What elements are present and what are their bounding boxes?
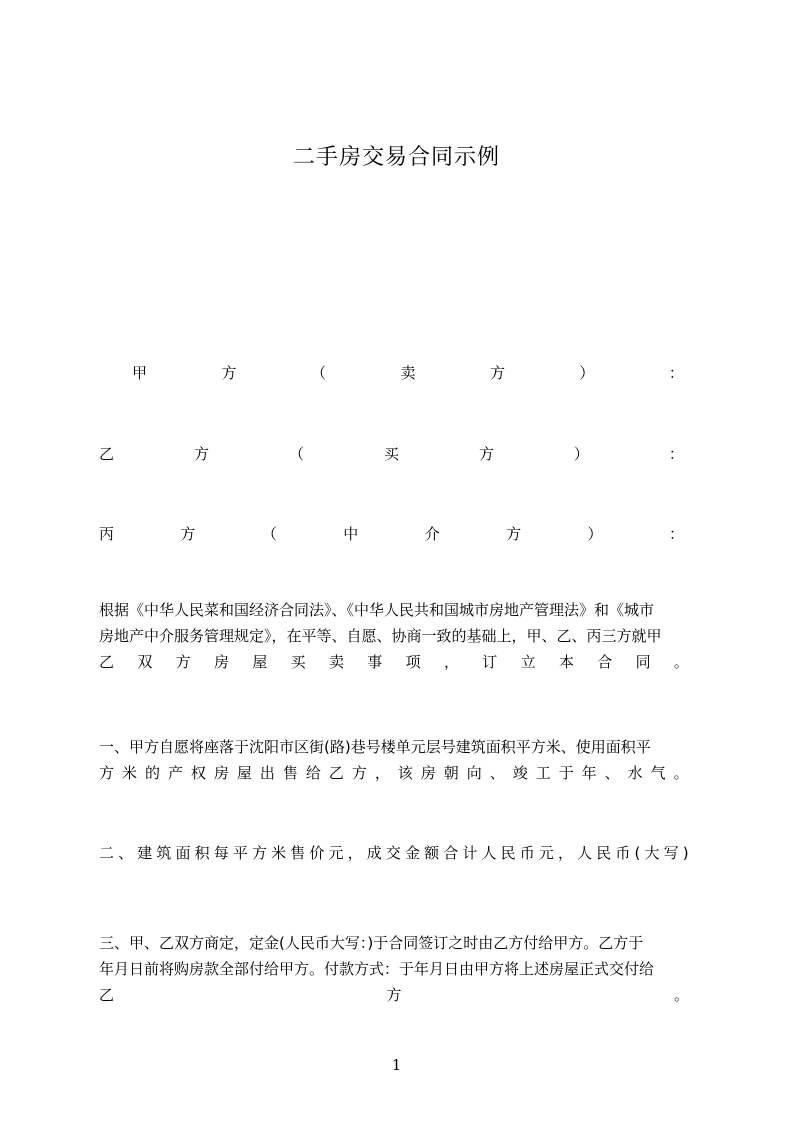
preamble-paragraph	[99, 597, 689, 675]
party-a-char: 方	[489, 364, 505, 382]
clause-1-line-2	[99, 760, 689, 786]
text-char: 合	[443, 844, 459, 862]
preamble-line-1: 根据《中华人民菜和国经济合同法》、《中华人民共和国城市房地产管理法》和《城市	[99, 601, 655, 619]
text-char: 方	[386, 986, 402, 1004]
text-char: ，	[374, 764, 390, 782]
text-char: 立	[520, 653, 536, 671]
text-char: 人	[577, 844, 593, 862]
text-char: 写	[663, 844, 679, 862]
text-char: 气	[650, 764, 666, 782]
party-a-char: ）	[579, 364, 595, 382]
clause-2-paragraph	[99, 840, 689, 866]
text-char: 金	[405, 844, 421, 862]
text-char: 筑	[156, 844, 172, 862]
clause-3-line-1: 三、甲、乙双方商定，定金(人民币大写：)于合同签订之时由乙方付给甲方。乙方于	[99, 934, 644, 952]
text-char: 每	[213, 844, 229, 862]
party-c-char: 方	[506, 525, 522, 543]
text-char: 项	[405, 653, 421, 671]
text-char: 币	[519, 844, 535, 862]
text-char: 。	[673, 764, 689, 782]
text-char: ，	[443, 653, 459, 671]
text-char: 、	[604, 764, 620, 782]
party-b-char: 买	[383, 445, 399, 463]
party-c-char: 中	[343, 525, 359, 543]
text-char: 面	[175, 844, 191, 862]
preamble-line-3	[99, 649, 689, 675]
text-char: 。	[673, 986, 689, 1004]
text-char: 米	[271, 844, 287, 862]
party-a-char: 卖	[400, 364, 416, 382]
party-b-char: （	[288, 445, 304, 463]
clause-1-paragraph	[99, 734, 689, 786]
text-char: 人	[481, 844, 497, 862]
text-char: 出	[259, 764, 275, 782]
text-char: 水	[627, 764, 643, 782]
clause-3-line-3	[99, 982, 689, 1008]
text-char: (	[634, 844, 641, 862]
party-b-char: 方	[478, 445, 494, 463]
text-char: 乙	[99, 653, 115, 671]
clause-1-line-1: 一、甲方自愿将座落于沈阳市区街(路)巷号楼单元层号建筑面积平方米、使用面积平	[99, 738, 651, 756]
text-char: 方	[351, 764, 367, 782]
text-char: 本	[558, 653, 574, 671]
text-char: 币	[615, 844, 631, 862]
text-char: 价	[309, 844, 325, 862]
text-char: 方	[99, 764, 115, 782]
text-char: 年	[581, 764, 597, 782]
text-char: 向	[466, 764, 482, 782]
text-char: 于	[558, 764, 574, 782]
text-char: 平	[232, 844, 248, 862]
text-char: 成	[366, 844, 382, 862]
text-char: 该	[397, 764, 413, 782]
party-b-char: 乙	[99, 445, 115, 463]
clause-2-line-1	[99, 840, 689, 866]
party-a-char: （	[310, 364, 326, 382]
text-char: 民	[596, 844, 612, 862]
text-char: 房	[420, 764, 436, 782]
text-char: 乙	[99, 986, 115, 1004]
party-b-line	[99, 443, 684, 464]
text-char: 买	[290, 653, 306, 671]
text-char: 的	[144, 764, 160, 782]
party-c-char: ）	[587, 525, 603, 543]
text-char: 交	[385, 844, 401, 862]
party-c-char: （	[261, 525, 277, 543]
text-char: 房	[213, 653, 229, 671]
party-c-char: 介	[424, 525, 440, 543]
text-char: 订	[482, 653, 498, 671]
text-char: 。	[673, 653, 689, 671]
text-char: ，	[347, 844, 363, 862]
party-c-char: 丙	[99, 525, 115, 543]
text-char: 元	[538, 844, 554, 862]
text-char: 售	[290, 844, 306, 862]
text-char: 积	[194, 844, 210, 862]
text-char: 民	[500, 844, 516, 862]
text-char: 屋	[236, 764, 252, 782]
text-char: 合	[597, 653, 613, 671]
text-char: 工	[535, 764, 551, 782]
text-char: 给	[305, 764, 321, 782]
text-char: 米	[121, 764, 137, 782]
text-char: 事	[367, 653, 383, 671]
text-char: 权	[190, 764, 206, 782]
text-char: 屋	[252, 653, 268, 671]
text-char: 竣	[512, 764, 528, 782]
text-char: 售	[282, 764, 298, 782]
text-char: 同	[635, 653, 651, 671]
text-char: 方	[175, 653, 191, 671]
party-a-line	[132, 362, 684, 383]
party-a-char: 甲	[132, 364, 148, 382]
text-char: 元	[328, 844, 344, 862]
text-char: 、	[489, 764, 505, 782]
text-char: 、	[118, 844, 134, 862]
text-char: 双	[137, 653, 153, 671]
preamble-line-2: 房地产中介服务管理规定》，在平等、自愿、协商一致的基础上，甲、乙、丙三方就甲	[99, 627, 662, 645]
text-char: 朝	[443, 764, 459, 782]
text-char: ，	[558, 844, 574, 862]
text-char: 二	[99, 844, 115, 862]
clause-3-line-2: 年月日前将购房款全部付给甲方。付款方式：于年月日由甲方将上述房屋正式交付给	[99, 960, 655, 978]
clause-3-paragraph	[99, 930, 689, 1008]
text-char: 大	[644, 844, 660, 862]
text-char: 房	[213, 764, 229, 782]
document-title: 二手房交易合同示例	[292, 145, 500, 170]
text-char: )	[682, 844, 689, 862]
text-char: 方	[252, 844, 268, 862]
text-char: 建	[137, 844, 153, 862]
party-b-char: ：	[668, 445, 684, 463]
party-a-char: ：	[668, 364, 684, 382]
party-b-char: 方	[193, 445, 209, 463]
party-b-char: ）	[573, 445, 589, 463]
text-char: 计	[462, 844, 478, 862]
party-c-line	[99, 523, 684, 544]
party-c-char: 方	[180, 525, 196, 543]
party-a-char: 方	[221, 364, 237, 382]
text-char: 额	[424, 844, 440, 862]
text-char: 产	[167, 764, 183, 782]
text-char: 卖	[328, 653, 344, 671]
party-c-char: ：	[668, 525, 684, 543]
page-number: 1	[391, 1056, 402, 1074]
text-char: 乙	[328, 764, 344, 782]
